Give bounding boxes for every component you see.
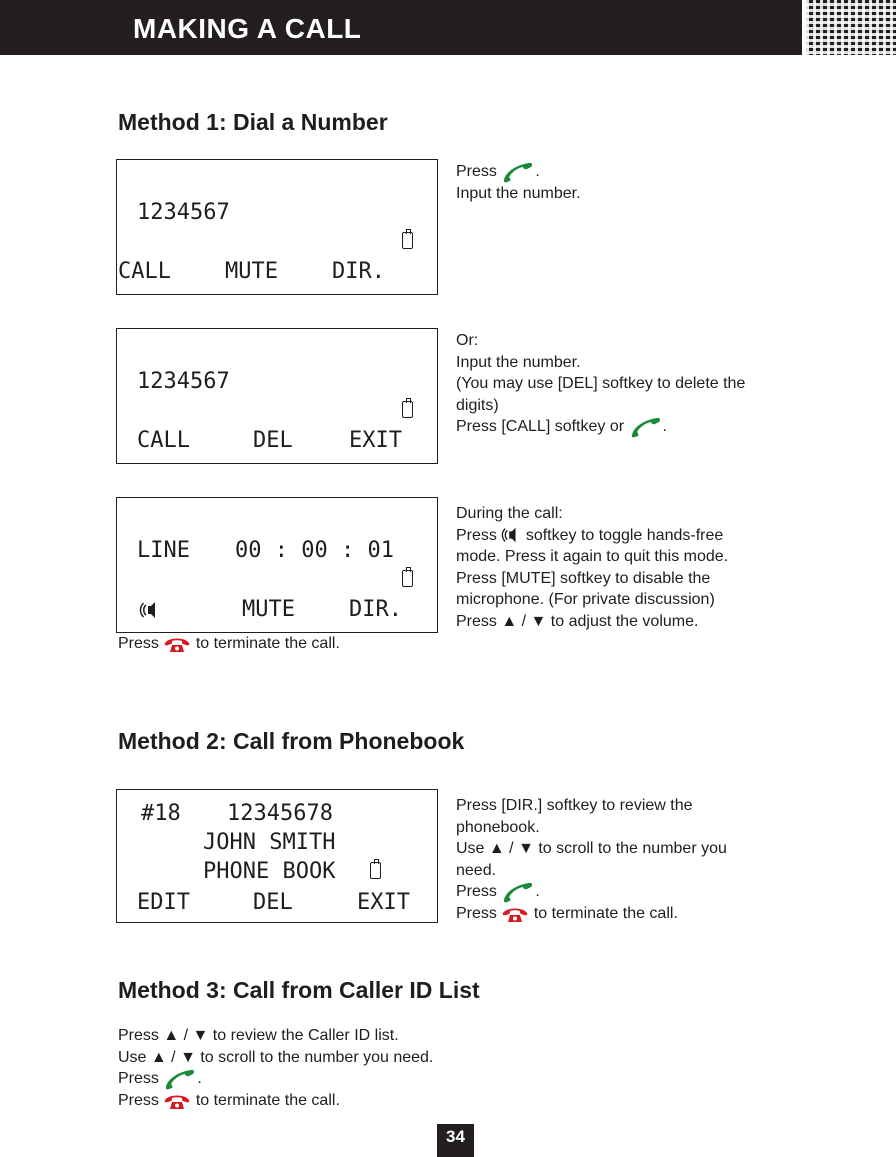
- method3-title: Method 3: Call from Caller ID List: [118, 977, 480, 1003]
- lcd-number: 1234567: [137, 369, 230, 394]
- softkey-mute: MUTE: [242, 597, 295, 622]
- softkey-del: DEL: [253, 428, 293, 453]
- battery-icon: [402, 232, 413, 249]
- lcd-entry-number: 12345678: [227, 801, 333, 826]
- lcd-screen-predial: [116, 328, 438, 464]
- softkey-exit: EXIT: [357, 890, 410, 915]
- softkey-del: DEL: [253, 890, 293, 915]
- softkey-mute: MUTE: [225, 259, 278, 284]
- page-title: MAKING A CALL: [133, 13, 362, 44]
- speaker-icon: [139, 599, 161, 621]
- softkey-exit: EXIT: [349, 428, 402, 453]
- end-call-icon: [163, 1091, 191, 1111]
- softkey-dir: DIR.: [332, 259, 385, 284]
- page-number: 34: [437, 1124, 474, 1157]
- lcd-entry-name: JOHN SMITH: [203, 830, 336, 855]
- lcd-line-label: LINE: [137, 538, 190, 563]
- lcd-screen-phonebook: [116, 789, 438, 923]
- method1-instructions-b: Or: Input the number. (You may use [DEL] softkey to delete the digits) Press [CALL] softkey or .: [456, 330, 745, 438]
- method1-instructions-a: Press . Input the number.: [456, 161, 581, 205]
- softkey-call: CALL: [137, 428, 190, 453]
- method2-title: Method 2: Call from Phonebook: [118, 728, 465, 754]
- lcd-number: 1234567: [137, 200, 230, 225]
- method3-instructions: Press ▲ / ▼ to review the Caller ID list. Use ▲ / ▼ to scroll to the number you need. Press . Press to terminate the call.: [118, 1027, 434, 1109]
- softkey-edit: EDIT: [137, 890, 190, 915]
- lcd-call-timer: 00 : 00 : 01: [235, 538, 394, 563]
- decorative-pattern: [806, 0, 896, 55]
- lcd-entry-index: #18: [141, 801, 181, 826]
- end-call-icon: [163, 634, 191, 654]
- method1-title: Method 1: Dial a Number: [118, 109, 388, 135]
- header-bar: [0, 0, 802, 55]
- lcd-screen-in-call: [116, 497, 438, 633]
- method1-terminate: Press to terminate the call.: [118, 635, 340, 652]
- softkey-call: CALL: [118, 259, 171, 284]
- battery-icon: [402, 401, 413, 418]
- end-call-icon: [501, 904, 529, 924]
- method1-instructions-c: During the call: Press softkey to toggle hands-free mode. Press it again to quit this mode. Press [MUTE] softkey to disable the microphone. (For private discussion) Press ▲ / ▼ to adjust the volume.: [456, 505, 729, 630]
- battery-icon: [370, 862, 381, 879]
- speaker-icon: [501, 525, 521, 545]
- battery-icon: [402, 570, 413, 587]
- talk-icon: [629, 416, 663, 438]
- lcd-screen-dial: [116, 159, 438, 295]
- talk-icon: [501, 161, 535, 183]
- lcd-phonebook-label: PHONE BOOK: [203, 859, 336, 884]
- softkey-dir: DIR.: [349, 597, 402, 622]
- talk-icon: [501, 881, 535, 903]
- talk-icon: [163, 1068, 197, 1090]
- method2-instructions: Press [DIR.] softkey to review the phonebook. Use ▲ / ▼ to scroll to the number you need. Press . Press to terminate the call.: [456, 797, 727, 922]
